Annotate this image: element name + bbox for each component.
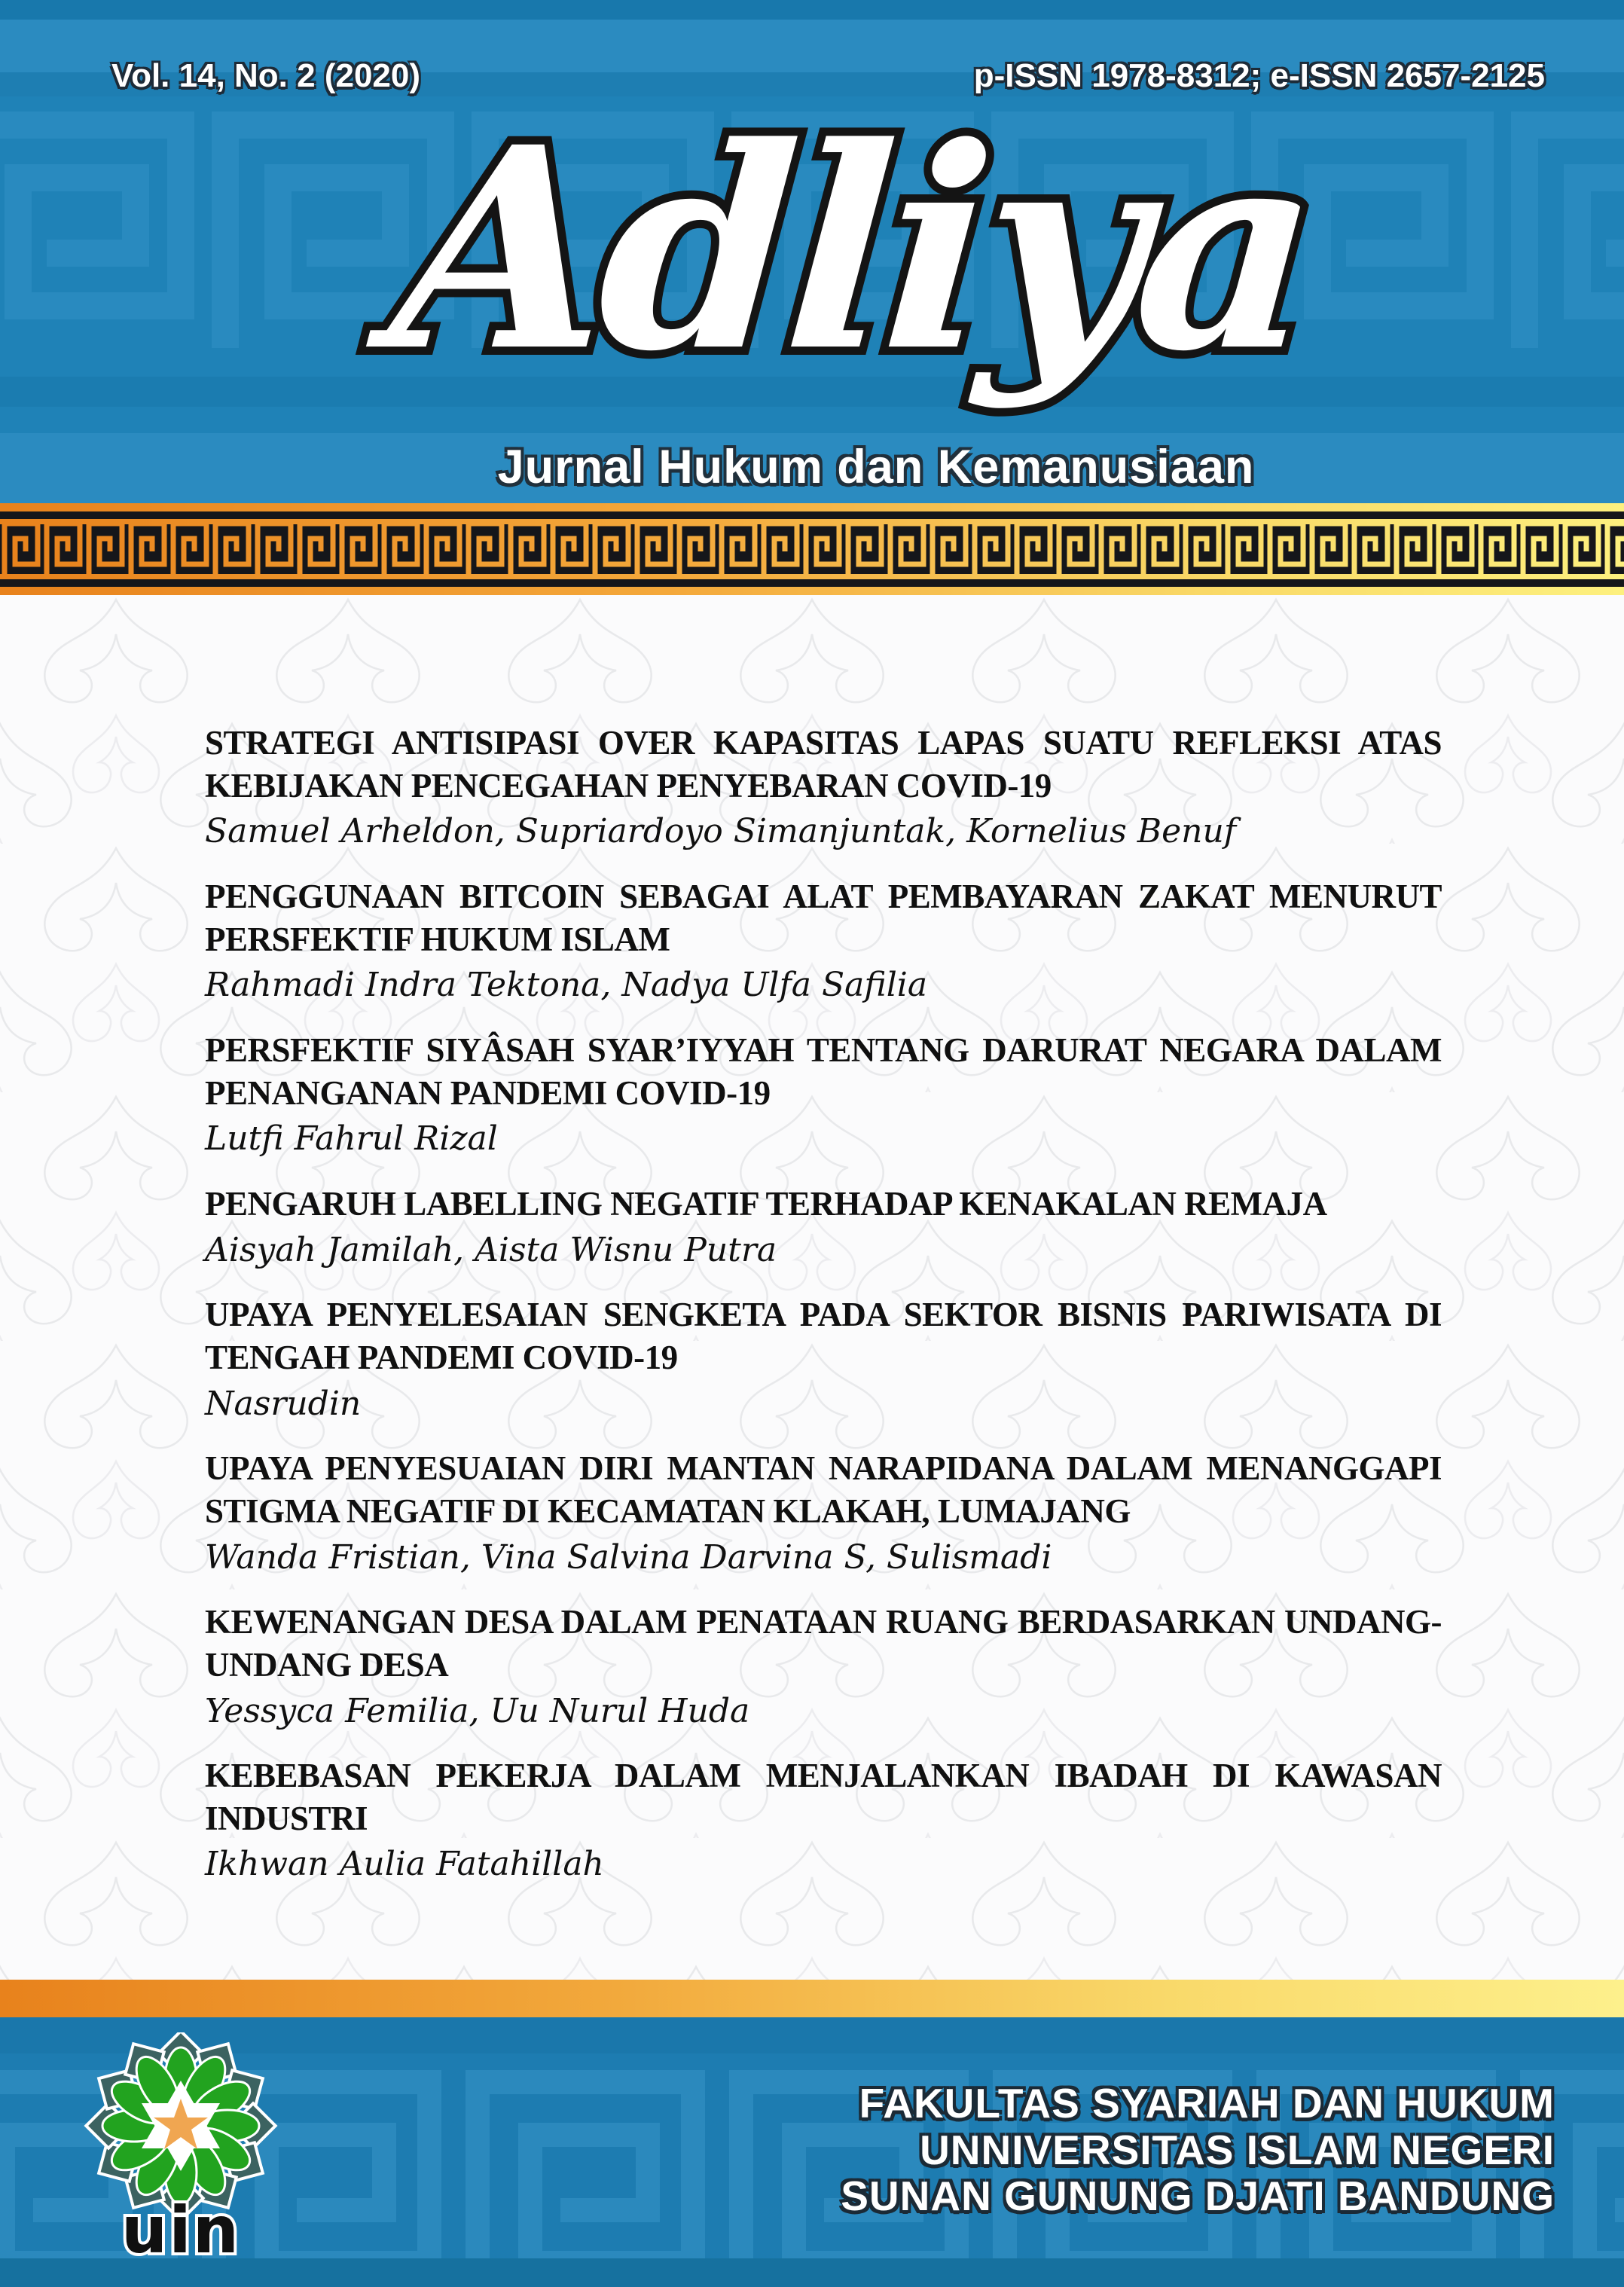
article-entry [205,1754,1442,1884]
article-entry [205,1601,1442,1730]
article-entry [205,875,1442,1005]
faculty-line-3: SUNAN GUNUNG DJATI BANDUNG [841,2172,1555,2220]
article-title: KEWENANGAN DESA DALAM PENATAAN RUANG BERDASARKAN UNDANG-UNDANG DESA [205,1603,1442,1684]
faculty-line-1: FAKULTAS SYARIAH DAN HUKUM [859,2080,1555,2127]
faculty-text [841,2081,1555,2220]
article-title: KEBEBASAN PEKERJA DALAM MENJALANKAN IBADAH DI KAWASAN INDUSTRI [205,1757,1442,1837]
article-title: PENGARUH LABELLING NEGATIF TERHADAP KENAKALAN REMAJA [205,1184,1327,1223]
article-authors: Ikhwan Aulia Fatahillah [205,1845,604,1884]
journal-logo [271,66,1401,432]
article-authors: Lutfi Fahrul Rizal [205,1119,498,1159]
faculty-line-2: UNNIVERSITAS ISLAM NEGERI [920,2126,1555,2173]
table-of-contents [0,595,1624,1980]
article-list [205,722,1442,1908]
journal-subtitle: Jurnal Hukum dan Kemanusiaan [497,441,1255,493]
article-entry [205,1029,1442,1159]
uin-logo [79,2032,282,2273]
gold-meander-band [0,503,1624,595]
article-entry [205,1447,1442,1577]
volume-label: Vol. 14, No. 2 (2020) [111,57,421,94]
article-title: PERSFEKTIF SIYÂSAH SYAR’IYYAH TENTANG DARURAT NEGARA DALAM PENANGANAN PANDEMI COVID-19 [205,1031,1442,1112]
journal-logo-text: Adliya [383,86,1321,412]
header [0,0,1624,503]
article-title: UPAYA PENYELESAIAN SENGKETA PADA SEKTOR BISNIS PARIWISATA DI TENGAH PANDEMI COVID-19 [205,1296,1442,1376]
article-title: UPAYA PENYESUAIAN DIRI MANTAN NARAPIDANA DALAM MENANGGAPI STIGMA NEGATIF DI KECAMATAN KLAKAH, LUMAJANG [205,1449,1442,1530]
footer [0,2017,1624,2287]
article-title: STRATEGI ANTISIPASI OVER KAPASITAS LAPAS SUATU REFLEKSI ATAS KEBIJAKAN PENCEGAHAN PENYEBARAN COVID-19 [205,724,1442,805]
divider-strip [0,1980,1624,2017]
article-authors: Samuel Arheldon, Supriardoyo Simanjuntak, Kornelius Benuf [205,812,1237,851]
issn-label: p-ISSN 1978-8312; e-ISSN 2657-2125 [973,57,1545,94]
uin-logo-text: uin [121,2193,240,2268]
article-entry [205,1183,1442,1269]
article-entry [205,1293,1442,1423]
article-title: PENGGUNAAN BITCOIN SEBAGAI ALAT PEMBAYARAN ZAKAT MENURUT PERSFEKTIF HUKUM ISLAM [205,877,1442,958]
article-authors: Nasrudin [205,1384,362,1423]
article-authors: Wanda Fristian, Vina Salvina Darvina S, Sulismadi [205,1537,1052,1577]
article-authors: Aisyah Jamilah, Aista Wisnu Putra [205,1230,777,1269]
article-authors: Yessyca Femilia, Uu Nurul Huda [205,1691,750,1730]
article-authors: Rahmadi Indra Tektona, Nadya Ulfa Safilia [205,966,928,1005]
article-entry [205,722,1442,851]
